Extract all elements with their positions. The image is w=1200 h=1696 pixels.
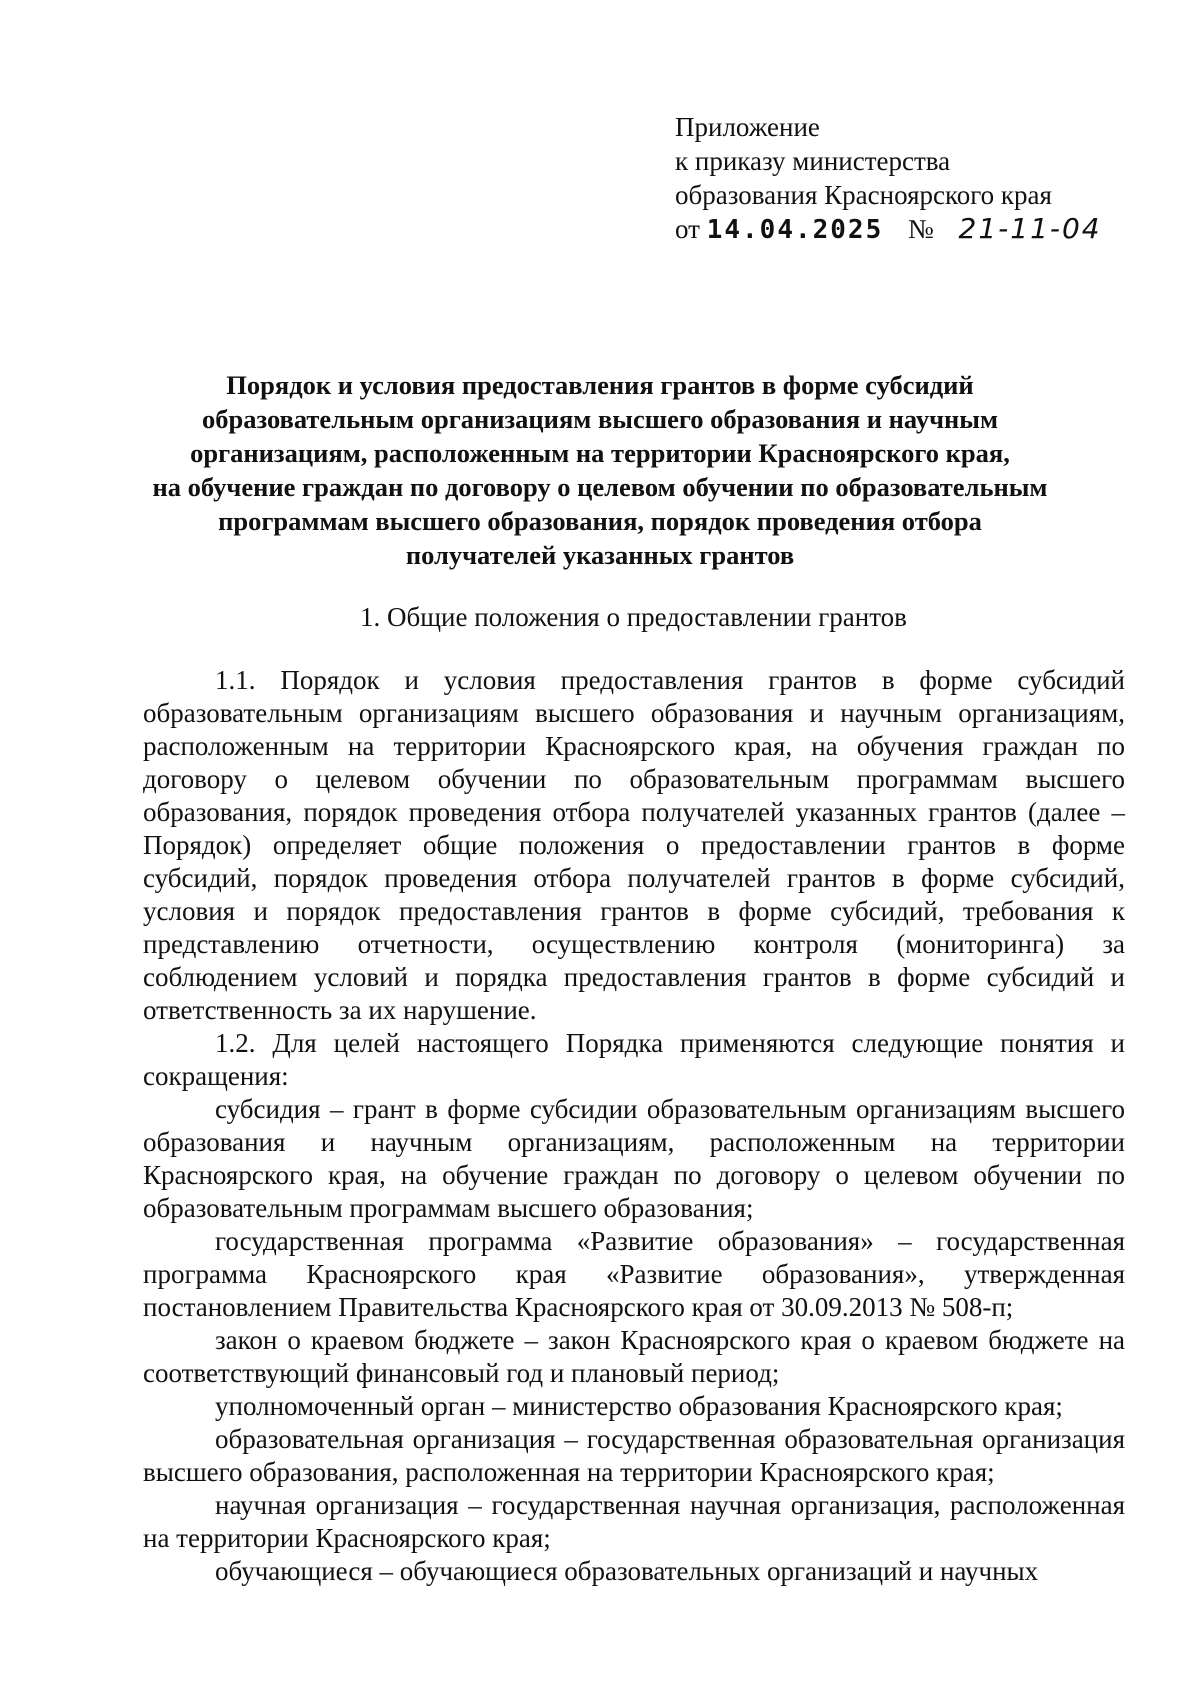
order-date: 14.04.2025 (706, 215, 884, 245)
section-heading: 1. Общие положения о предоставлении грантов (360, 602, 907, 632)
title-line: программам высшего образования, порядок проведения отбора (218, 506, 982, 536)
document-body (143, 664, 1125, 1588)
paragraph: уполномоченный орган – министерство образования Красноярского края; (215, 1391, 1063, 1421)
title-line: организациям, расположенным на территории Красноярского края, (190, 438, 1010, 468)
appendix-line: к приказу министерства (675, 146, 951, 176)
paragraph: закон о краевом бюджете – закон Красноярского края о краевом бюджете на соответствующий финансовый год и плановый период; (143, 1325, 1125, 1388)
appendix-date-line (675, 212, 1145, 247)
paragraph: образовательная организация – государственная образовательная организация высшего образования, расположенная на территории Красноярского края; (143, 1424, 1125, 1487)
title-line: Порядок и условия предоставления грантов в форме субсидий (226, 370, 974, 400)
order-number: 21-11-04 (958, 212, 1102, 245)
document-title (130, 368, 1070, 572)
paragraph: государственная программа «Развитие образования» – государственная программа Красноярского края «Развитие образования», утвержденная постановлением Правительства Красноярского края от 30.09.2013 № 508-п; (143, 1226, 1125, 1322)
paragraph: субсидия – грант в форме субсидии образовательным организациям высшего образования и научным организациям, расположенным на территории Красноярского края, на обучение граждан по договору о целевом обучении по образовательным программам высшего образования; (143, 1094, 1125, 1223)
paragraph: 1.1. Порядок и условия предоставления грантов в форме субсидий образовательным организациям высшего образования и научным организациям, расположенным на территории Красноярского края, на обучения граждан по договору о целевом обучении по образовательным программам высшего образования, порядок проведения отбора получателей указанных грантов (далее – Порядок) определяет общие положения о предоставлении грантов в форме субсидий, порядок проведения отбора получателей грантов в форме субсидий, условия и порядок предоставления грантов в форме субсидий, требования к представлению отчетности, осуществлению контроля (мониторинга) за соблюдением условий и порядка предоставления грантов в форме субсидий и ответственность за их нарушение. (143, 665, 1125, 1025)
appendix-line: Приложение (675, 112, 820, 142)
title-line: на обучение граждан по договору о целевом обучении по образовательным (152, 472, 1048, 502)
number-sign: № (908, 214, 934, 244)
title-line: получателей указанных грантов (405, 540, 795, 570)
appendix-block (675, 110, 1145, 247)
paragraph: обучающиеся – обучающиеся образовательных организаций и научных (215, 1556, 1039, 1586)
appendix-line: образования Красноярского края (675, 180, 1052, 210)
from-label: от (675, 214, 700, 244)
paragraph: научная организация – государственная научная организация, расположенная на территории Красноярского края; (143, 1490, 1125, 1553)
paragraph: 1.2. Для целей настоящего Порядка применяются следующие понятия и сокращения: (143, 1028, 1125, 1091)
title-line: образовательным организациям высшего образования и научным (201, 404, 999, 434)
